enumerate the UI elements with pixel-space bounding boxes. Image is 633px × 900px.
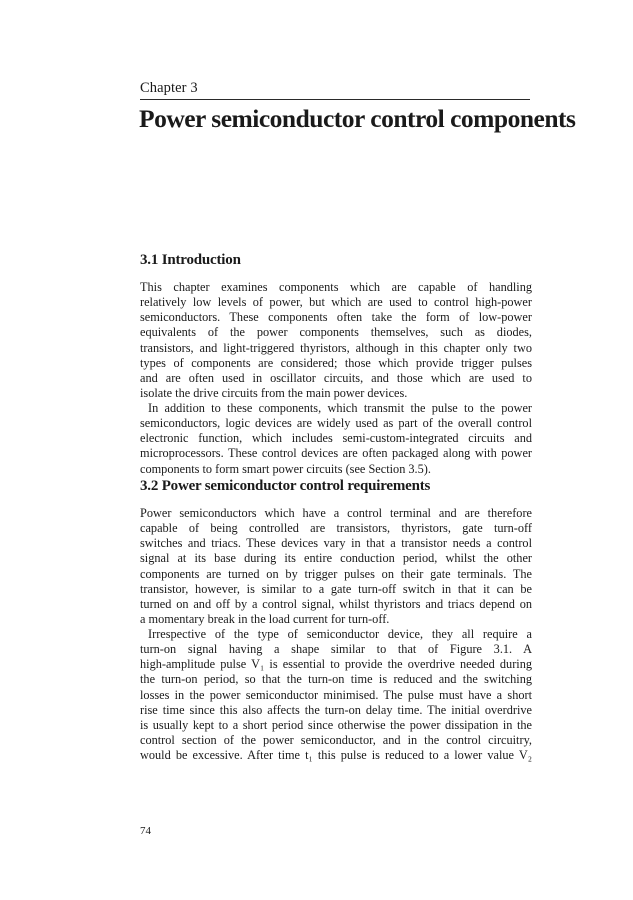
page-number: 74 — [140, 825, 151, 837]
chapter-title: Power semiconductor control components — [139, 104, 576, 133]
text-line: electronic function, which includes semi-custom-integrated circuits and — [140, 431, 532, 446]
text-line: transistor, however, is similar to a gate turn-off switch in that it can be — [140, 581, 532, 596]
text-line: equivalents of the power components themselves, such as diodes, — [140, 325, 532, 340]
text-line: relatively low levels of power, but which are used to control high-power — [140, 295, 532, 310]
chapter-rule — [140, 99, 530, 100]
text-line: control section of the power semiconductor, and in the control circuitry, — [140, 733, 532, 748]
text-line: transistors, and light-triggered thyristors, although in this chapter only two — [140, 340, 532, 355]
text-line: turn-on signal having a shape similar to that of Figure 3.1. A — [140, 642, 532, 657]
text-line: high-amplitude pulse V₁ is essential to provide the overdrive needed during — [140, 657, 532, 672]
text-line: types of components are considered; those which provide trigger pulses — [140, 355, 532, 370]
text-line: a momentary break in the load current for turn-off. — [140, 612, 390, 627]
text-line: In addition to these components, which transmit the pulse to the power — [148, 401, 532, 415]
text-line: losses in the power semiconductor minimised. The pulse must have a short — [140, 687, 532, 702]
text-line: capable of being controlled are transistors, thyristors, gate turn-off — [140, 521, 532, 536]
paragraph-requirements-1 — [140, 506, 532, 627]
text-line: turned on and off by a control signal, whilst thyristors and triacs depend on — [140, 596, 532, 611]
text-line: rise time since this also affects the turn-on delay time. The initial overdrive — [140, 702, 532, 717]
text-line: isolate the drive circuits from the main power devices. — [140, 386, 408, 401]
text-line: Power semiconductors which have a control terminal and are therefore — [140, 506, 532, 520]
paragraph-intro-2 — [140, 401, 532, 477]
text-line: switches and triacs. These devices vary in that a transistor needs a control — [140, 536, 532, 551]
text-line: components to form smart power circuits (see Section 3.5). — [140, 461, 431, 476]
section-heading-control-requirements: 3.2 Power semiconductor control requirements — [140, 478, 431, 494]
text-line: semiconductors, logic devices are widely used as part of the overall control — [140, 416, 532, 431]
text-line: semiconductors. These components often take the form of low-power — [140, 310, 532, 325]
text-line: is usually kept to a short period since otherwise the power dissipation in the — [140, 717, 532, 732]
text-line: microprocessors. These control devices are often packaged along with power — [140, 446, 532, 461]
text-line: would be excessive. After time t₁ this pulse is reduced to a lower value V₂ — [140, 748, 532, 763]
text-line: This chapter examines components which are capable of handling — [140, 280, 532, 294]
paragraph-intro-1 — [140, 280, 532, 401]
text-line: Irrespective of the type of semiconductor device, they all require a — [148, 627, 532, 641]
section-heading-introduction: 3.1 Introduction — [140, 252, 241, 268]
chapter-label: Chapter 3 — [140, 80, 198, 96]
paragraph-requirements-2 — [140, 627, 532, 763]
text-line: signal at its base during its entire conduction period, whilst the other — [140, 551, 532, 566]
text-line: the turn-on period, so that the turn-on time is reduced and the switching — [140, 672, 532, 687]
text-line: and are often used in oscillator circuits, and those which are used to — [140, 370, 532, 385]
text-line: components are turned on by trigger pulses on their gate terminals. The — [140, 566, 532, 581]
